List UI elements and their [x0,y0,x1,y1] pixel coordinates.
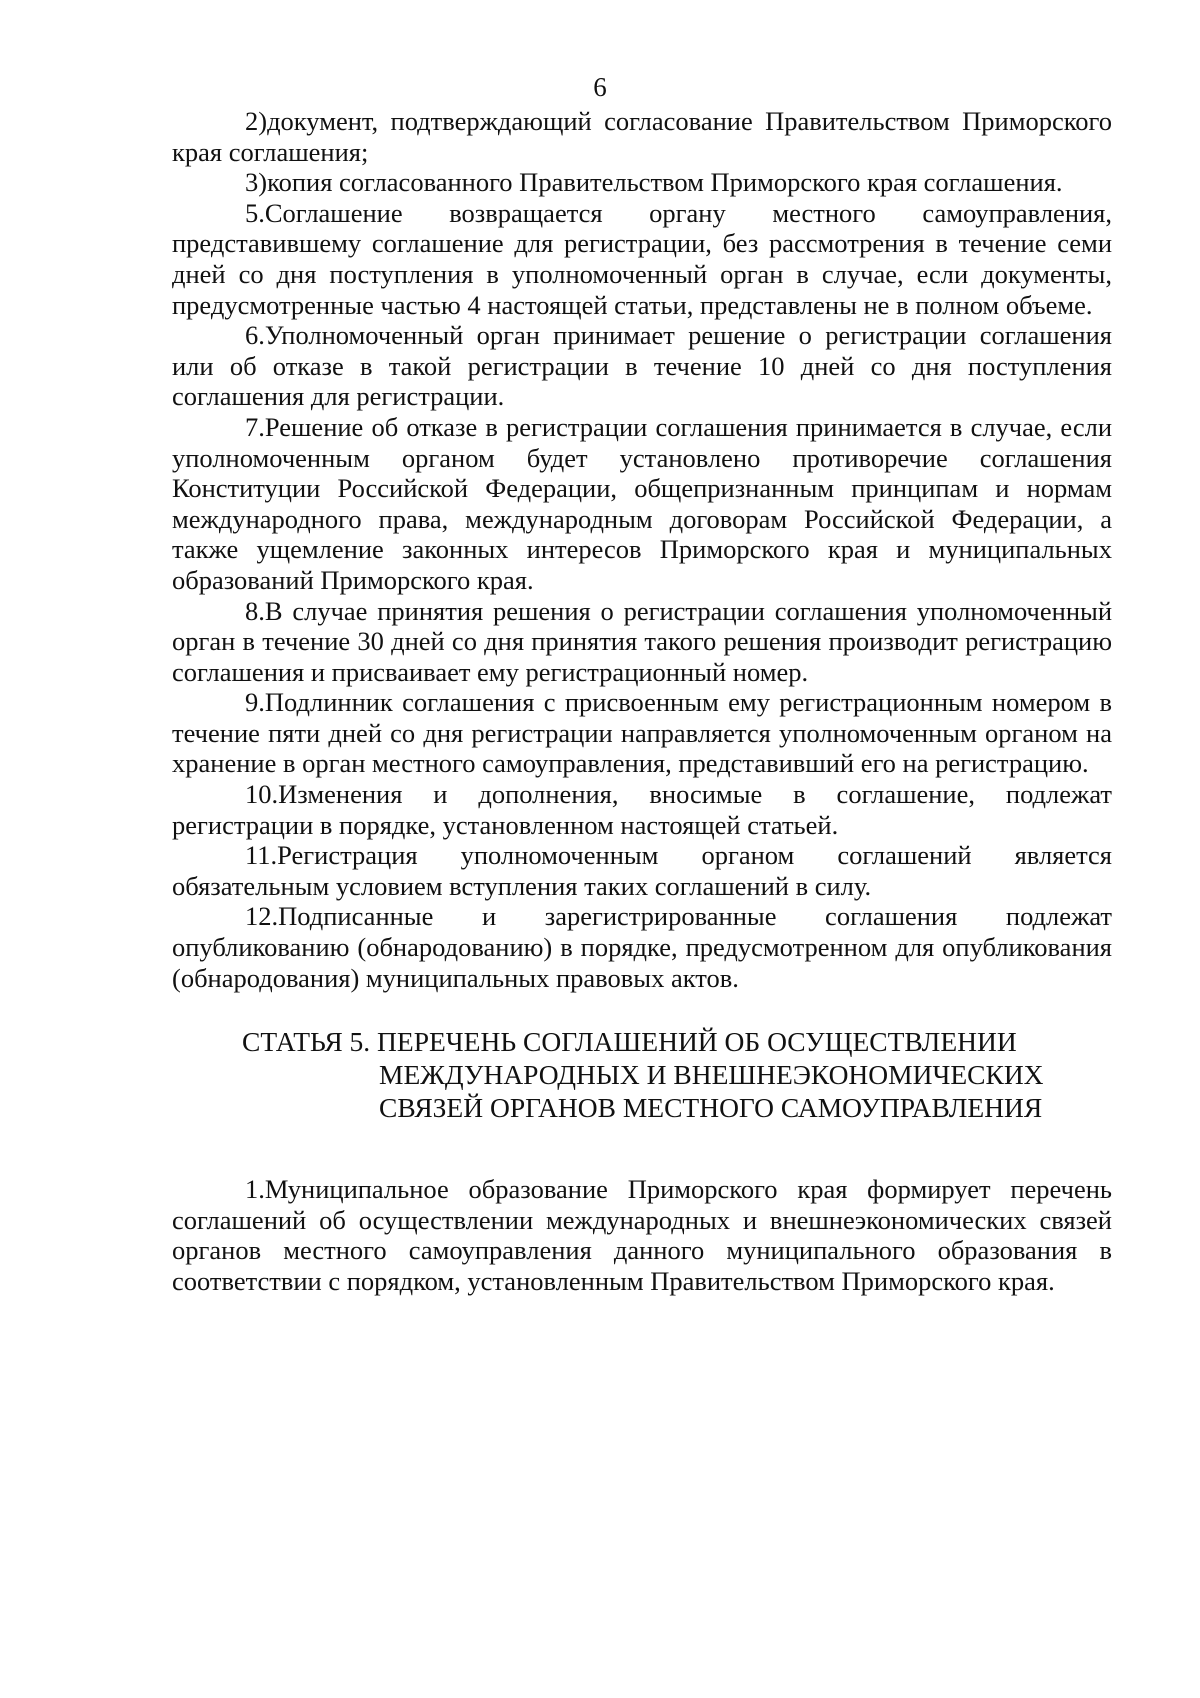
paragraph-clause-8: 8.В случае принятия решения о регистрации соглашения уполномоченный орган в течение 30 дней со дня принятия такого решения производит регистрацию соглашения и присваивает ему регистрационный номер. [172,595,1112,687]
article-5-heading [172,1025,1112,1124]
paragraph-item-3: 3)копия согласованного Правительством Приморского края соглашения. [245,167,1063,198]
paragraph-clause-9: 9.Подлинник соглашения с присвоенным ему регистрационным номером в течение пяти дней со дня регистрации направляется уполномоченным органом на хранение в орган местного самоуправления, представивший его на регистрацию. [172,687,1112,779]
article-heading-line-2: МЕЖДУНАРОДНЫХ И ВНЕШНЕЭКОНОМИЧЕСКИХ [379,1059,1044,1091]
paragraph-clause-7: 7.Решение об отказе в регистрации соглашения принимается в случае, если уполномоченным органом будет установлено противоречие соглашения Конституции Российской Федерации, общепризнанным принципам и нормам международного права, международным договорам Российской Федерации, а также ущемление законных интересов Приморского края и муниципальных образований Приморского края. [172,411,1112,595]
paragraph-clause-10: 10.Изменения и дополнения, вносимые в соглашение, подлежат регистрации в порядке, установленном настоящей статьей. [172,779,1112,840]
paragraph-item-2: 2)документ, подтверждающий согласование Правительством Приморского края соглашения; [172,106,1112,167]
page-number: 6 [593,72,607,102]
paragraph-clause-5: 5.Соглашение возвращается органу местного самоуправления, представившему соглашение для регистрации, без рассмотрения в течение семи дней со дня поступления в уполномоченный орган в случае, если документы, предусмотренные частью 4 настоящей статьи, представлены не в полном объеме. [172,197,1112,320]
article-heading-line-1: СТАТЬЯ 5. ПЕРЕЧЕНЬ СОГЛАШЕНИЙ ОБ ОСУЩЕСТВЛЕНИИ [242,1026,1017,1058]
paragraph-clause-12: 12.Подписанные и зарегистрированные соглашения подлежат опубликованию (обнародованию) в порядке, предусмотренном для опубликования (обнародования) муниципальных правовых актов. [172,901,1112,993]
paragraph-clause-6: 6.Уполномоченный орган принимает решение о регистрации соглашения или об отказе в такой регистрации в течение 10 дней со дня поступления соглашения для регистрации. [172,320,1112,412]
document-body [172,106,1112,1297]
paragraph-clause-11: 11.Регистрация уполномоченным органом соглашений является обязательным условием вступления таких соглашений в силу. [172,840,1112,901]
article-heading-line-3: СВЯЗЕЙ ОРГАНОВ МЕСТНОГО САМОУПРАВЛЕНИЯ [379,1092,1043,1124]
paragraph-article-5-clause-1: 1.Муниципальное образование Приморского края формирует перечень соглашений об осуществлении международных и внешнеэкономических связей органов местного самоуправления данного муниципального образования в соответствии с порядком, установленным Правительством Приморского края. [172,1174,1112,1296]
